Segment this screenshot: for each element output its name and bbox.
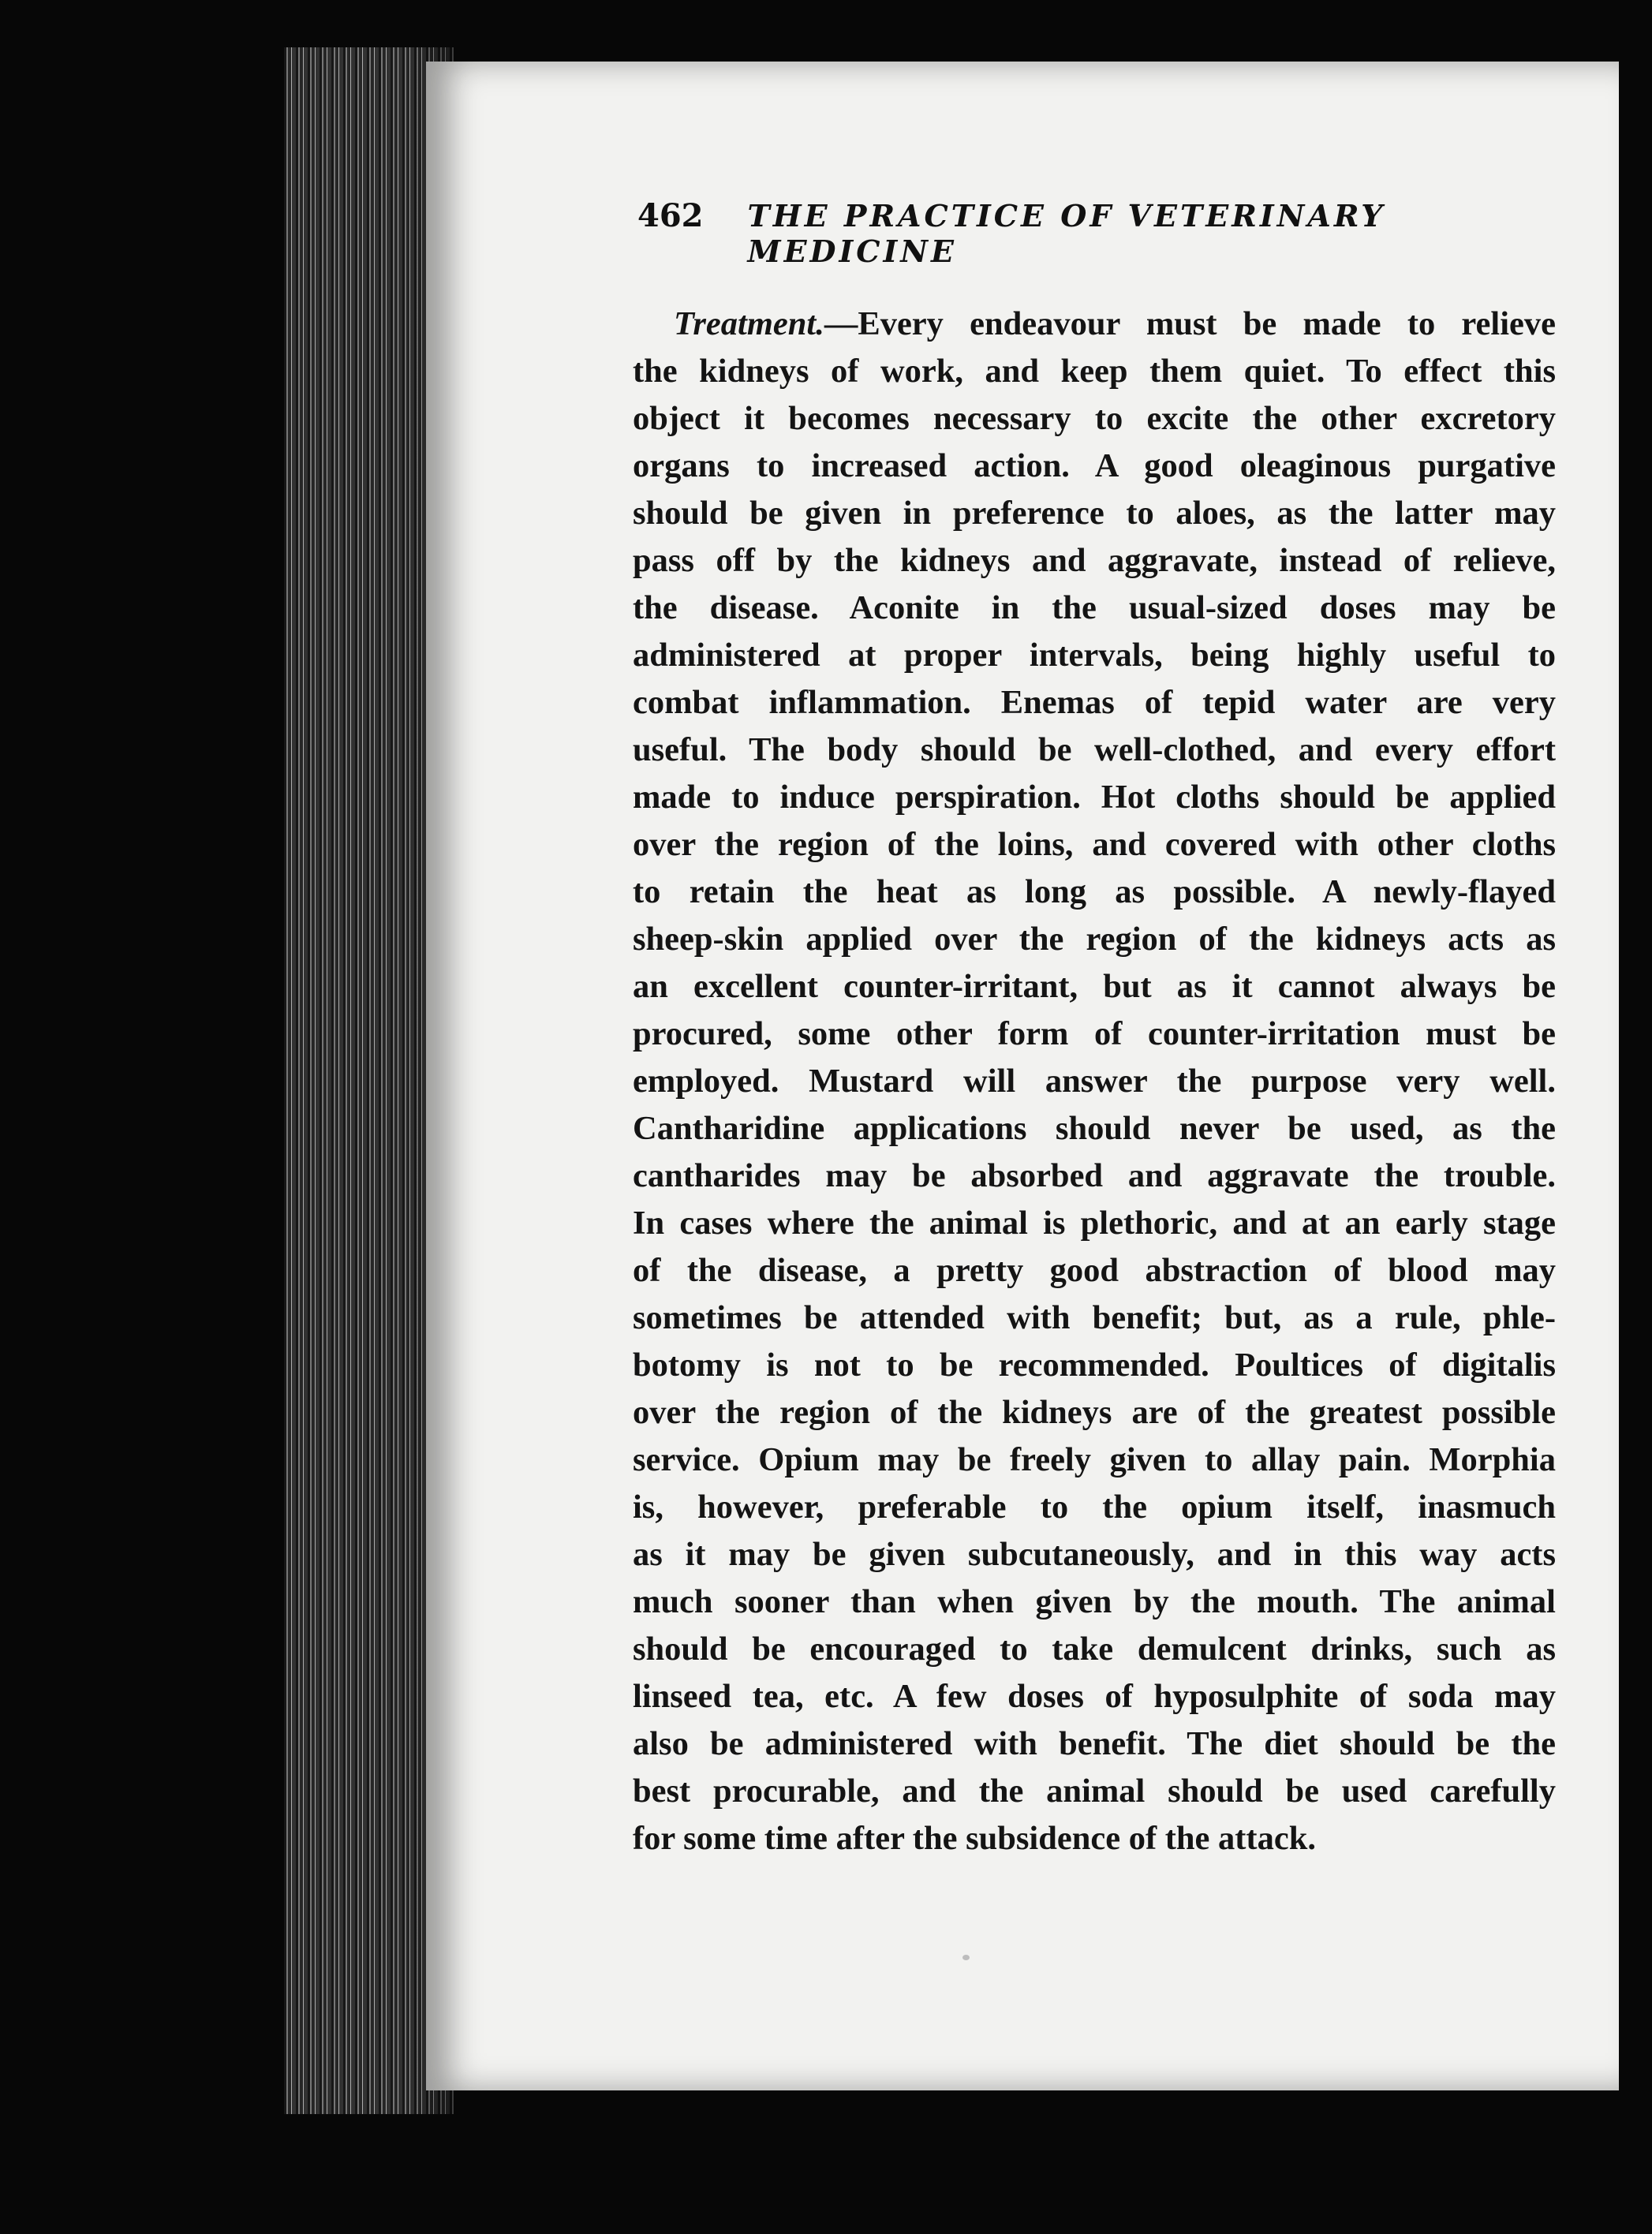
text-line: the disease. Aconite in the usual-sized doses may be bbox=[633, 589, 1556, 626]
text-line: should be encouraged to take demulcent drinks, such as bbox=[633, 1631, 1556, 1668]
text-line: procured, some other form of counter-irritation must be bbox=[633, 1015, 1556, 1052]
text-line: over the region of the loins, and covered with other cloths bbox=[633, 826, 1556, 863]
text-line: made to induce perspiration. Hot cloths should be applied bbox=[633, 779, 1556, 816]
text-line: botomy is not to be recommended. Poultices of digitalis bbox=[633, 1347, 1556, 1384]
text-line: over the region of the kidneys are of the greatest possible bbox=[633, 1394, 1556, 1431]
text-line: sheep-skin applied over the region of the kidneys acts as bbox=[633, 921, 1556, 958]
text-line: linseed tea, etc. A few doses of hyposulphite of soda may bbox=[633, 1678, 1556, 1715]
text-line: of the disease, a pretty good abstraction of blood may bbox=[633, 1252, 1556, 1289]
text-line: cantharides may be absorbed and aggravate the trouble. bbox=[633, 1157, 1556, 1194]
text-line: useful. The body should be well-clothed, and every effort bbox=[633, 731, 1556, 768]
text-line: organs to increased action. A good oleaginous purgative bbox=[633, 447, 1556, 484]
page-content bbox=[633, 197, 1556, 1862]
book-page bbox=[426, 62, 1619, 2090]
text-line: pass off by the kidneys and aggravate, instead of relieve, bbox=[633, 542, 1556, 579]
text-line: In cases where the animal is plethoric, and at an early stage bbox=[633, 1205, 1556, 1242]
text-line: Cantharidine applications should never be used, as the bbox=[633, 1110, 1556, 1147]
text-line: object it becomes necessary to excite the other excretory bbox=[633, 400, 1556, 437]
paragraph-first-line bbox=[633, 301, 1556, 348]
text-line: best procurable, and the animal should be used carefully bbox=[633, 1773, 1556, 1810]
text-line: much sooner than when given by the mouth. The animal bbox=[633, 1583, 1556, 1620]
text-line: to retain the heat as long as possible. A newly-flayed bbox=[633, 873, 1556, 910]
text-line: also be administered with benefit. The diet should be the bbox=[633, 1725, 1556, 1762]
running-head-title: THE PRACTICE OF VETERINARY MEDICINE bbox=[747, 198, 1386, 269]
text-line: administered at proper intervals, being highly useful to bbox=[633, 637, 1556, 674]
section-heading: Treatment. bbox=[674, 305, 824, 342]
treatment-paragraph bbox=[633, 301, 1556, 1862]
text-line: sometimes be attended with benefit; but, as a rule, phle- bbox=[633, 1299, 1556, 1336]
text-line: is, however, preferable to the opium itself, inasmuch bbox=[633, 1489, 1556, 1526]
text-line: for some time after the subsidence of the attack. bbox=[633, 1820, 1316, 1857]
running-head bbox=[633, 197, 1556, 269]
page-number: 462 bbox=[637, 197, 704, 234]
text-line: the kidneys of work, and keep them quiet. To effect this bbox=[633, 353, 1556, 390]
text-line: should be given in preference to aloes, as the latter may bbox=[633, 495, 1556, 532]
text-line: employed. Mustard will answer the purpose very well. bbox=[633, 1063, 1556, 1100]
print-speck bbox=[962, 1955, 970, 1960]
text-line: service. Opium may be freely given to allay pain. Morphia bbox=[633, 1441, 1556, 1478]
text-line: an excellent counter-irritant, but as it cannot always be bbox=[633, 968, 1556, 1005]
text-line: as it may be given subcutaneously, and in this way acts bbox=[633, 1536, 1556, 1573]
text-line: —Every endeavour must be made to relieve bbox=[824, 305, 1556, 342]
text-line: combat inflammation. Enemas of tepid water are very bbox=[633, 684, 1556, 721]
